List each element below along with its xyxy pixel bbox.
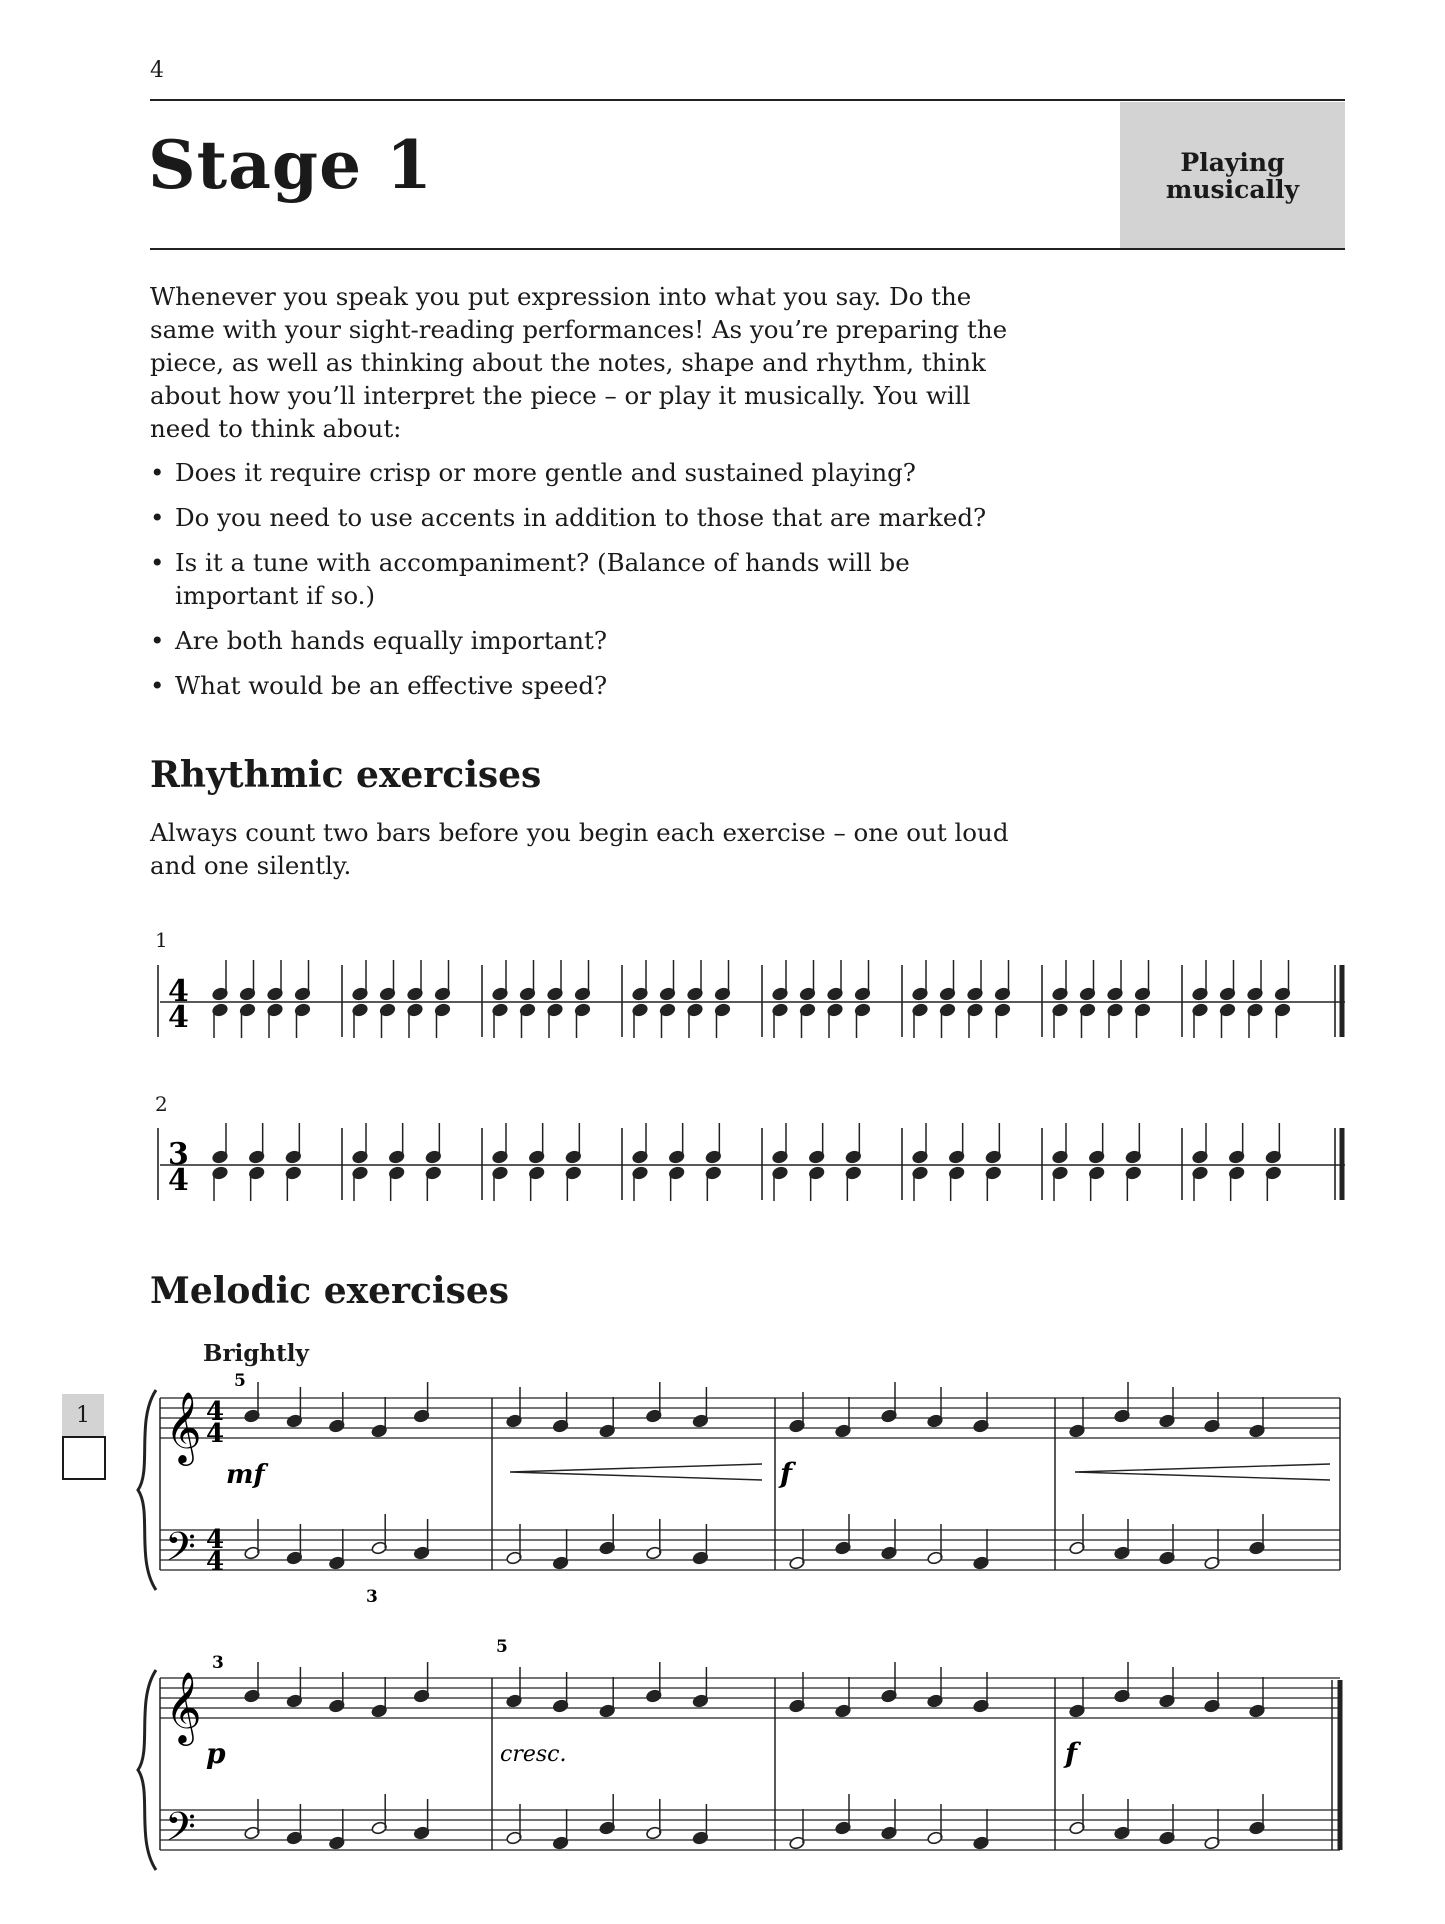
tempo-marking: Brightly [203,1340,309,1367]
bass-clef-icon: 𝄢 [165,1804,196,1860]
header-top-rule [150,99,1345,101]
brace [138,1390,156,1590]
intro-bullet-list [150,456,1030,714]
section-tab-label: Playing musically [1165,147,1300,204]
time-signature-top: 4 [168,974,189,1009]
list-item: • Does it require crisp or more gentle and sustained playing? [150,456,1030,489]
treble-clef-icon: 𝄞 [165,1670,202,1743]
page-number: 4 [150,58,164,83]
fingering-number: 5 [496,1637,508,1657]
melodic-exercises-heading: Melodic exercises [150,1270,510,1312]
time-signature-bottom: 4 [168,1163,189,1198]
list-item: • Are both hands equally important? [150,624,1030,657]
rhythmic-exercises-heading: Rhythmic exercises [150,754,542,796]
intro-paragraph: Whenever you speak you put expression into what you say. Do the same with your sight-reading performances! As you’re preparing the piece, as well as thinking about the notes, shape and rhythm, think about how you’ll interpret the piece – or play it musically. You will need to think about: [150,282,1008,443]
list-item: • What would be an effective speed? [150,669,1030,702]
exercise-number-badge: 1 [62,1394,104,1436]
fingering-number: 3 [212,1653,224,1673]
exercise-checkbox[interactable] [62,1436,106,1480]
header-bottom-rule [150,248,1345,250]
melodic-system-1 [130,1360,1350,1607]
list-item: • Is it a tune with accompaniment? (Balance of hands will be important if so.) [150,546,1030,612]
bass-clef-icon: 𝄢 [165,1524,196,1580]
time-signature-bottom: 4 [168,1000,189,1035]
fingering-number: 3 [366,1587,378,1607]
dynamic-p: p [206,1737,226,1770]
barlines [342,965,1182,1037]
melody-notes [244,1662,1266,1850]
page-title: Stage 1 [148,126,433,204]
melody-notes [244,1382,1266,1570]
rhythm-exercise-number: 2 [155,1092,168,1116]
list-item: • Do you need to use accents in addition to those that are marked? [150,501,1030,534]
diminuendo-hairpin [510,1464,762,1480]
rhythm-exercise-2-staff [150,1108,1350,1208]
dynamic-f: f [780,1457,793,1490]
diminuendo-hairpin [1075,1464,1330,1480]
rhythm-notes [212,1123,1282,1201]
time-signature-top: 3 [168,1137,189,1172]
rhythm-exercise-number: 1 [155,928,168,952]
time-signature-bottom: 4 [206,1547,225,1577]
section-tab [1120,102,1345,249]
rhythmic-instruction: Always count two bars before you begin each exercise – one out loud and one silently. [150,818,1009,880]
barlines [492,1678,1055,1850]
time-signature-top: 4 [206,1397,225,1427]
treble-clef-icon: 𝄞 [165,1390,202,1463]
rhythm-exercise-1-staff [150,945,1350,1045]
time-signature-top: 4 [206,1525,225,1555]
barlines [342,1128,1182,1200]
dynamic-f: f [1065,1737,1078,1770]
dynamic-mf: mf [226,1460,265,1490]
cresc-marking: cresc. [500,1742,567,1767]
rhythm-notes [212,960,1291,1038]
fingering-number: 5 [234,1371,246,1391]
melodic-system-2 [130,1630,1350,1870]
brace [138,1670,156,1870]
time-signature-bottom: 4 [206,1419,225,1449]
